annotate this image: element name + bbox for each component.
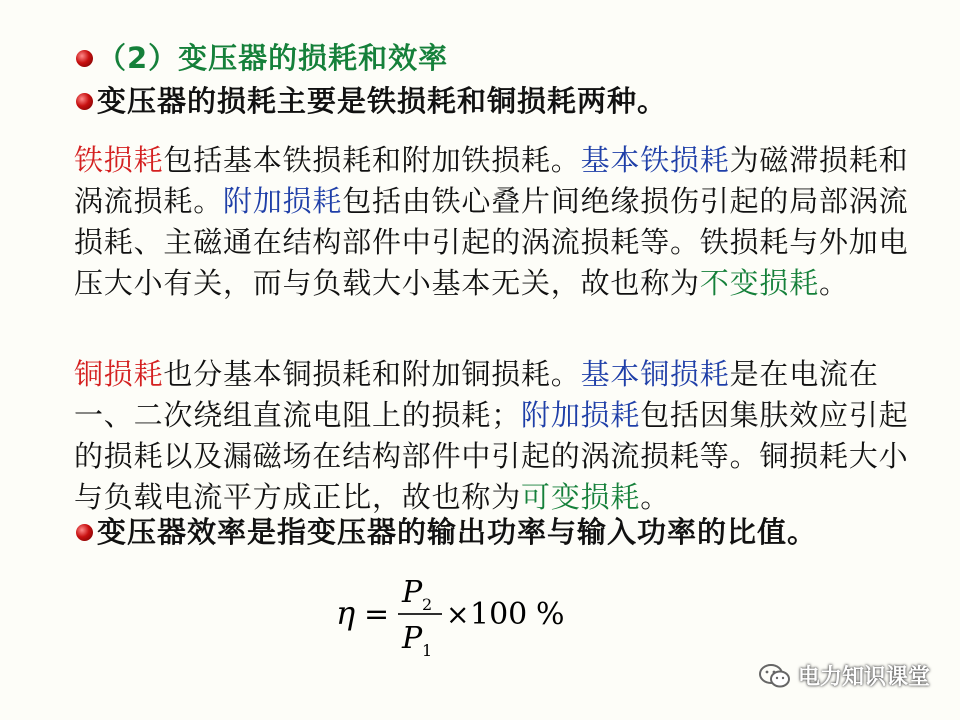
term-basic-iron-loss: 基本铁损耗 xyxy=(580,143,730,177)
bullet-loss-types-text: 变压器的损耗主要是铁损耗和铜损耗两种。 xyxy=(97,84,668,118)
term-basic-copper-loss: 基本铜损耗 xyxy=(580,357,730,391)
iron-text-2: 为磁滞损耗和涡流损耗。 xyxy=(74,143,909,218)
bullet-efficiency xyxy=(76,512,817,552)
efficiency-formula xyxy=(330,572,590,672)
copper-loss-paragraph xyxy=(74,354,920,518)
formula-equals: = xyxy=(364,597,390,632)
formula-percent: % xyxy=(536,597,565,632)
iron-text-3: 包括由铁心叠片间绝缘损伤引起的局部涡流损耗、主磁通在结构部件中引起的涡流损耗等。铁损耗与外加电压大小有关，而与负载大小基本无关，故也称为 xyxy=(74,184,909,300)
formula-eta: η xyxy=(336,594,356,632)
bullet-icon xyxy=(76,93,93,110)
formula-denominator-subscript: 1 xyxy=(422,641,433,660)
bullet-efficiency-text: 变压器效率是指变压器的输出功率与输入功率的比值。 xyxy=(97,515,818,549)
iron-text-4: 。 xyxy=(819,266,849,300)
formula-numerator: P xyxy=(402,575,423,610)
copper-text-3: 包括因集肤效应引起的损耗以及漏磁场在结构部件中引起的涡流损耗等。铜损耗大小与负载电流平方成正比，故也称为 xyxy=(74,398,909,514)
term-copper-loss: 铜损耗 xyxy=(74,357,164,391)
term-additional-loss: 附加损耗 xyxy=(223,184,343,218)
iron-text-1: 包括基本铁损耗和附加铁损耗。 xyxy=(163,143,581,177)
copper-text-1: 也分基本铜损耗和附加铜损耗。 xyxy=(163,357,581,391)
watermark-text: 电力知识课堂 xyxy=(797,665,930,690)
formula-denominator: P xyxy=(402,621,423,656)
bullet-loss-types xyxy=(76,81,667,121)
formula-numerator-subscript: 2 xyxy=(422,595,433,614)
section-heading xyxy=(76,38,448,78)
bullet-icon xyxy=(76,50,93,67)
copper-text-2: 是在电流在一、二次绕组直流电阻上的损耗； xyxy=(74,357,879,432)
term-additional-loss: 附加损耗 xyxy=(521,398,641,432)
formula-value: 100 xyxy=(470,597,528,632)
bullet-icon xyxy=(76,524,93,541)
wechat-icon xyxy=(758,662,792,690)
term-iron-loss: 铁损耗 xyxy=(74,143,164,177)
iron-loss-paragraph xyxy=(74,140,920,304)
section-heading-text: （2）变压器的损耗和效率 xyxy=(97,41,449,75)
term-constant-loss: 不变损耗 xyxy=(699,266,820,300)
formula-times: × xyxy=(446,598,470,631)
copper-text-4: 。 xyxy=(640,480,671,514)
term-variable-loss: 可变损耗 xyxy=(521,480,641,514)
watermark xyxy=(758,660,930,691)
